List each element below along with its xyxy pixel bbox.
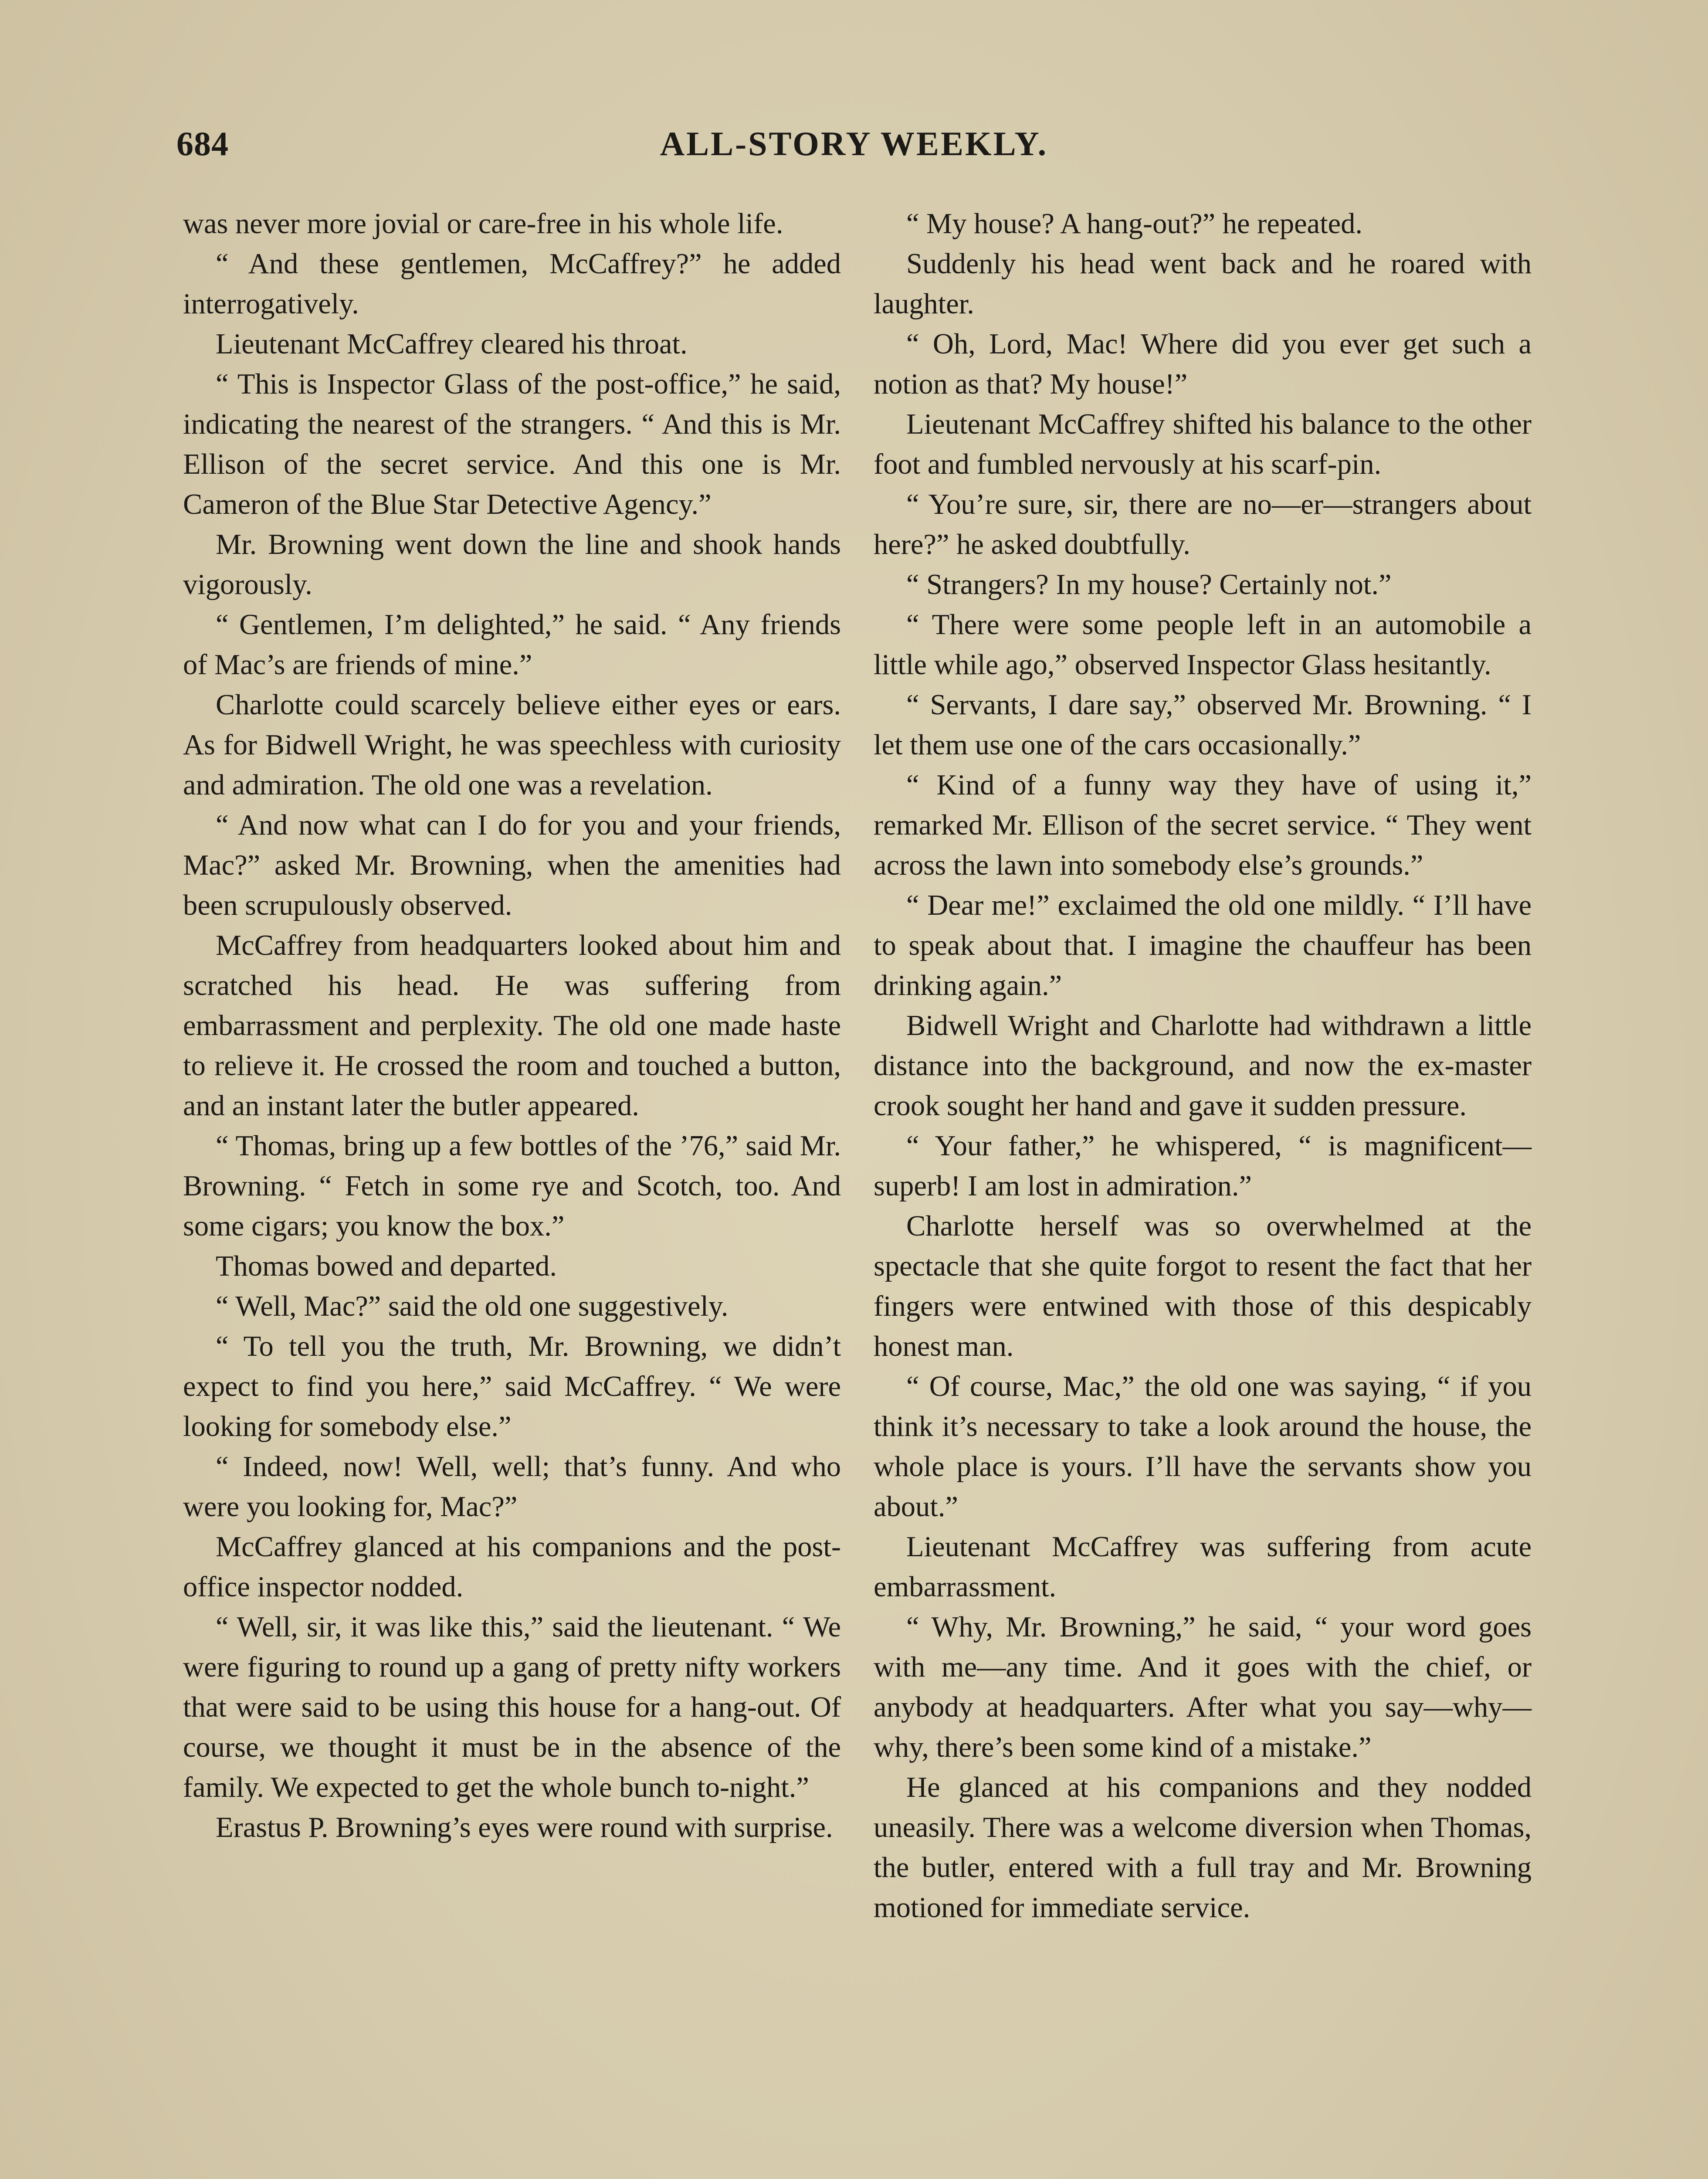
paragraph: Mr. Browning went down the line and shook hands vigorously. [183,529,841,601]
paragraph: “ Oh, Lord, Mac! Where did you ever get such a notion as that? My house!” [874,328,1532,400]
paragraph: “ Well, sir, it was like this,” said the lieutenant. “ We were figuring to round up a gang of pretty nifty workers that were said to be using this house for a hang-out. Of course, we thought it must be in the absence of the family. We expected to get the whole bunch to-night.” [183,1611,841,1803]
paragraph: “ Thomas, bring up a few bottles of the ’76,” said Mr. Browning. “ Fetch in some rye and Scotch, too. And some cigars; you know the box.” [183,1130,841,1242]
paragraph: McCaffrey from headquarters looked about him and scratched his head. He was suffering from embarrassment and perplexity. The old one made haste to relieve it. He crossed the room and touched a button, and an instant later the butler appeared. [183,930,841,1122]
paragraph: “ Indeed, now! Well, well; that’s funny. And who were you looking for, Mac?” [183,1451,841,1523]
right-column [874,204,1532,1928]
paragraph: was never more jovial or care-free in his whole life. [183,208,783,240]
paragraph: “ Of course, Mac,” the old one was saying, “ if you think it’s necessary to take a look around the house, the whole place is yours. I’ll have the servants show you about.” [874,1371,1532,1523]
paragraph: “ You’re sure, sir, there are no—er—strangers about here?” he asked doubtfully. [874,489,1532,560]
paragraph: “ Kind of a funny way they have of using it,” remarked Mr. Ellison of the secret service. “ They went across the lawn into somebody else’s grounds.” [874,769,1532,881]
paragraph: “ And these gentlemen, McCaffrey?” he added interrogatively. [183,248,841,320]
paragraph: “ Servants, I dare say,” observed Mr. Browning. “ I let them use one of the cars occasionally.” [874,689,1532,761]
paragraph: Erastus P. Browning’s eyes were round with surprise. [216,1812,833,1843]
paragraph: Lieutenant McCaffrey cleared his throat. [216,328,688,360]
paragraph: “ To tell you the truth, Mr. Browning, we didn’t expect to find you here,” said McCaffrey. “ We were looking for somebody else.” [183,1330,841,1442]
paragraph: Suddenly his head went back and he roared with laughter. [874,248,1532,320]
paragraph: Charlotte herself was so overwhelmed at the spectacle that she quite forgot to resent the fact that her fingers were entwined with those of this despicably honest man. [874,1210,1532,1362]
paragraph: “ There were some people left in an automobile a little while ago,” observed Inspector Glass hesitantly. [874,609,1532,681]
page-number: 684 [176,125,229,163]
paragraph: “ Dear me!” exclaimed the old one mildly. “ I’ll have to speak about that. I imagine the chauffeur has been drinking again.” [874,889,1532,1001]
paragraph: He glanced at his companions and they nodded uneasily. There was a welcome diversion when Thomas, the butler, entered with a full tray and Mr. Browning motioned for immediate service. [874,1772,1532,1924]
left-column [183,204,841,1848]
paragraph: “ And now what can I do for you and your friends, Mac?” asked Mr. Browning, when the amenities had been scrupulously observed. [183,809,841,921]
paragraph: “ This is Inspector Glass of the post-office,” he said, indicating the nearest of the strangers. “ And this is Mr. Ellison of the secret service. And this one is Mr. Cameron of the Blue Star Detective Agency.” [183,368,841,520]
running-head: ALL-STORY WEEKLY. [660,125,1048,163]
paragraph: “ My house? A hang-out?” he repeated. [906,208,1362,240]
paragraph: “ Well, Mac?” said the old one suggestively. [216,1290,729,1322]
paragraph: Lieutenant McCaffrey shifted his balance to the other foot and fumbled nervously at his scarf-pin. [874,408,1532,480]
paragraph: “ Strangers? In my house? Certainly not.” [906,569,1392,601]
paragraph: Thomas bowed and departed. [216,1250,557,1282]
paragraph: “ Gentlemen, I’m delighted,” he said. “ Any friends of Mac’s are friends of mine.” [183,609,841,681]
paragraph: “ Your father,” he whispered, “ is magnificent—superb! I am lost in admiration.” [874,1130,1532,1202]
paragraph: Lieutenant McCaffrey was suffering from acute embarrassment. [874,1531,1532,1603]
paragraph: “ Why, Mr. Browning,” he said, “ your word goes with me—any time. And it goes with the chief, or anybody at headquarters. After what you say—why—why, there’s been some kind of a mistake.” [874,1611,1532,1763]
paragraph: McCaffrey glanced at his companions and the post-office inspector nodded. [183,1531,841,1603]
paragraph: Charlotte could scarcely believe either eyes or ears. As for Bidwell Wright, he was speechless with curiosity and admiration. The old one was a revelation. [183,689,841,801]
paragraph: Bidwell Wright and Charlotte had withdrawn a little distance into the background, and now the ex-master crook sought her hand and gave it sudden pressure. [874,1010,1532,1122]
